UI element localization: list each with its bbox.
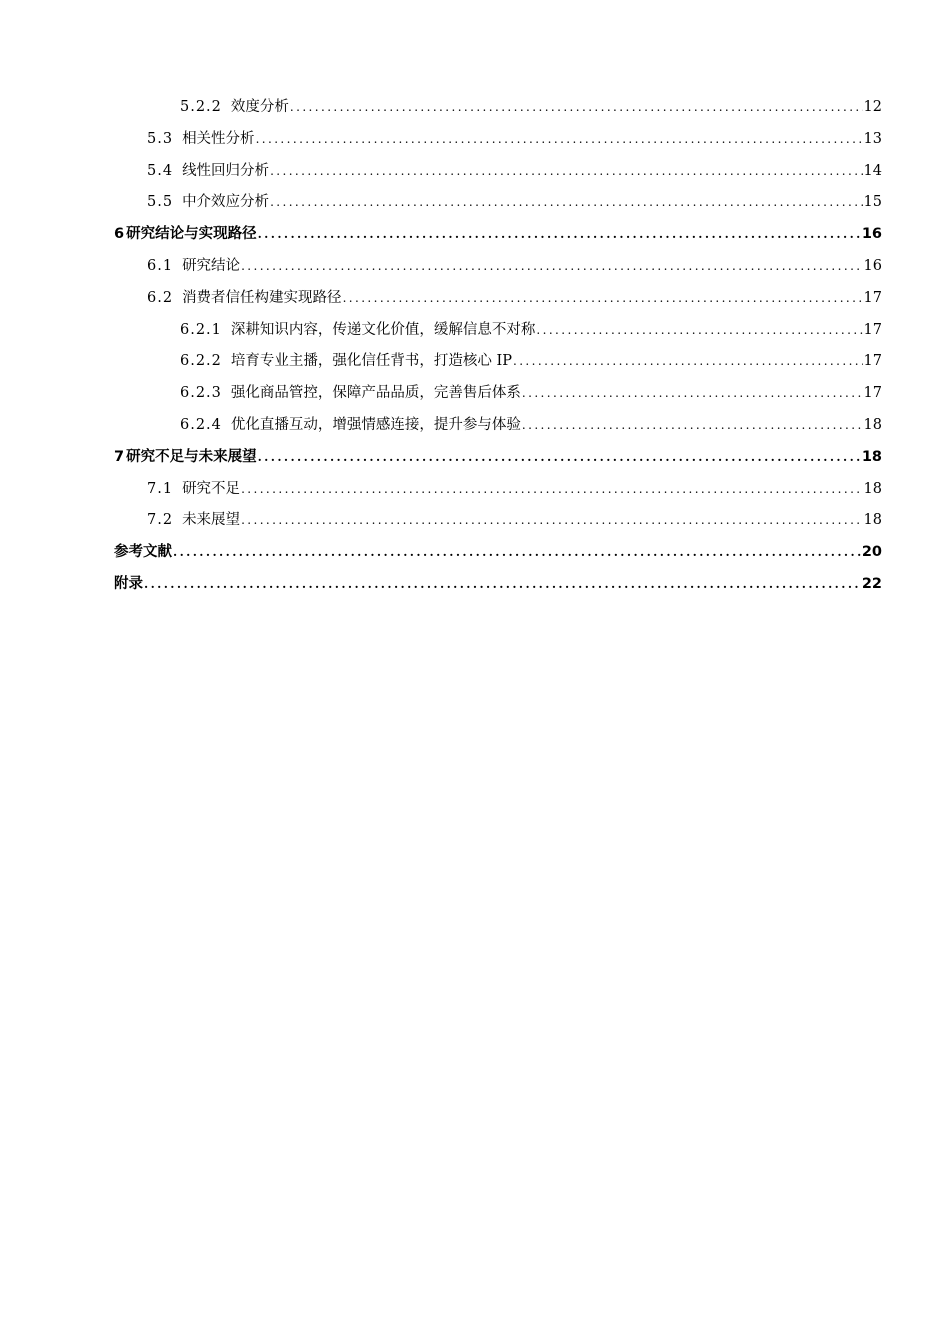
toc-entry-number: 6.2.3 — [180, 385, 222, 402]
toc-entry-page: 14 — [863, 162, 882, 179]
table-of-contents — [114, 92, 882, 601]
toc-entry-6-2-1[interactable] — [114, 315, 882, 347]
toc-entry-6-2[interactable] — [114, 283, 882, 315]
toc-entry-number: 5.5 — [147, 194, 174, 211]
toc-entry-references[interactable] — [114, 537, 882, 569]
toc-entry-page: 18 — [863, 416, 882, 433]
dot-leader — [343, 283, 863, 315]
toc-entry-page: 17 — [863, 353, 882, 370]
dot-leader — [290, 92, 863, 124]
toc-entry-5-4[interactable] — [114, 156, 882, 188]
toc-entry-title: 效度分析 — [230, 99, 289, 115]
toc-entry-5-3[interactable] — [114, 124, 882, 156]
toc-entry-6-2-3[interactable] — [114, 378, 882, 410]
toc-entry-appendix[interactable] — [114, 569, 882, 601]
dot-leader — [270, 187, 862, 219]
toc-entry-5-2-2[interactable] — [114, 92, 882, 124]
dot-leader — [241, 505, 862, 537]
toc-entry-page: 17 — [863, 321, 882, 338]
toc-entry-title: 附录 — [114, 575, 143, 592]
dot-leader — [270, 156, 862, 188]
toc-entry-page: 16 — [861, 226, 882, 243]
toc-entry-page: 20 — [861, 544, 882, 561]
toc-entry-title: 深耕知识内容，传递文化价值，缓解信息不对称 — [230, 321, 536, 338]
toc-entry-number: 5.4 — [147, 162, 174, 179]
toc-entry-title: 研究结论与实现路径 — [126, 226, 257, 243]
toc-entry-number: 7.1 — [147, 480, 174, 497]
toc-entry-7-2[interactable] — [114, 505, 882, 537]
toc-entry-6[interactable] — [114, 219, 882, 251]
toc-entry-number: 7 — [114, 448, 125, 465]
dot-leader — [241, 474, 862, 506]
toc-entry-page: 16 — [863, 257, 882, 274]
toc-entry-page: 17 — [863, 385, 882, 402]
dot-leader — [522, 378, 863, 410]
toc-entry-title: 消费者信任构建实现路径 — [182, 289, 342, 306]
toc-entry-title: 研究结论 — [182, 257, 241, 274]
toc-entry-number: 6 — [114, 226, 125, 243]
toc-entry-6-1[interactable] — [114, 251, 882, 283]
toc-entry-page: 17 — [863, 289, 882, 306]
toc-entry-number: 6.1 — [147, 257, 174, 274]
toc-entry-page: 13 — [863, 130, 882, 147]
toc-entry-title: 参考文献 — [114, 544, 172, 561]
toc-entry-page: 18 — [863, 512, 882, 529]
toc-entry-page: 22 — [861, 575, 882, 592]
dot-leader — [144, 569, 861, 601]
toc-entry-title: 研究不足 — [182, 480, 241, 497]
toc-entry-6-2-2[interactable] — [114, 346, 882, 378]
dot-leader — [513, 346, 863, 378]
toc-entry-number: 6.2.1 — [180, 321, 222, 338]
toc-entry-number: 6.2.4 — [180, 416, 222, 433]
toc-entry-number: 6.2 — [147, 289, 174, 306]
toc-entry-title: 未来展望 — [182, 512, 241, 529]
dot-leader — [522, 410, 863, 442]
toc-entry-title: 相关性分析 — [182, 130, 255, 147]
toc-entry-6-2-4[interactable] — [114, 410, 882, 442]
dot-leader — [241, 251, 862, 283]
dot-leader — [258, 219, 861, 251]
dot-leader — [536, 315, 862, 347]
toc-entry-page: 15 — [863, 194, 882, 211]
toc-entry-title: 研究不足与未来展望 — [126, 448, 257, 465]
toc-entry-7-1[interactable] — [114, 474, 882, 506]
toc-entry-7[interactable] — [114, 442, 882, 474]
toc-entry-5-5[interactable] — [114, 187, 882, 219]
dot-leader — [258, 442, 861, 474]
toc-entry-title: 优化直播互动，增强情感连接，提升参与体验 — [230, 416, 521, 433]
toc-entry-title: 线性回归分析 — [182, 162, 270, 179]
toc-entry-title: 培育专业主播，强化信任背书，打造核心 IP — [230, 353, 512, 370]
dot-leader — [173, 537, 861, 569]
toc-entry-number: 6.2.2 — [180, 353, 222, 370]
toc-entry-page: 18 — [863, 480, 882, 497]
toc-entry-number: 7.2 — [147, 512, 174, 529]
toc-entry-page: 12 — [863, 99, 882, 115]
dot-leader — [256, 124, 863, 156]
toc-entry-page: 18 — [861, 448, 882, 465]
toc-entry-title: 中介效应分析 — [182, 194, 270, 211]
toc-entry-title: 强化商品管控，保障产品品质，完善售后体系 — [230, 385, 521, 402]
toc-entry-number: 5.2.2 — [180, 99, 222, 115]
toc-entry-number: 5.3 — [147, 130, 174, 147]
